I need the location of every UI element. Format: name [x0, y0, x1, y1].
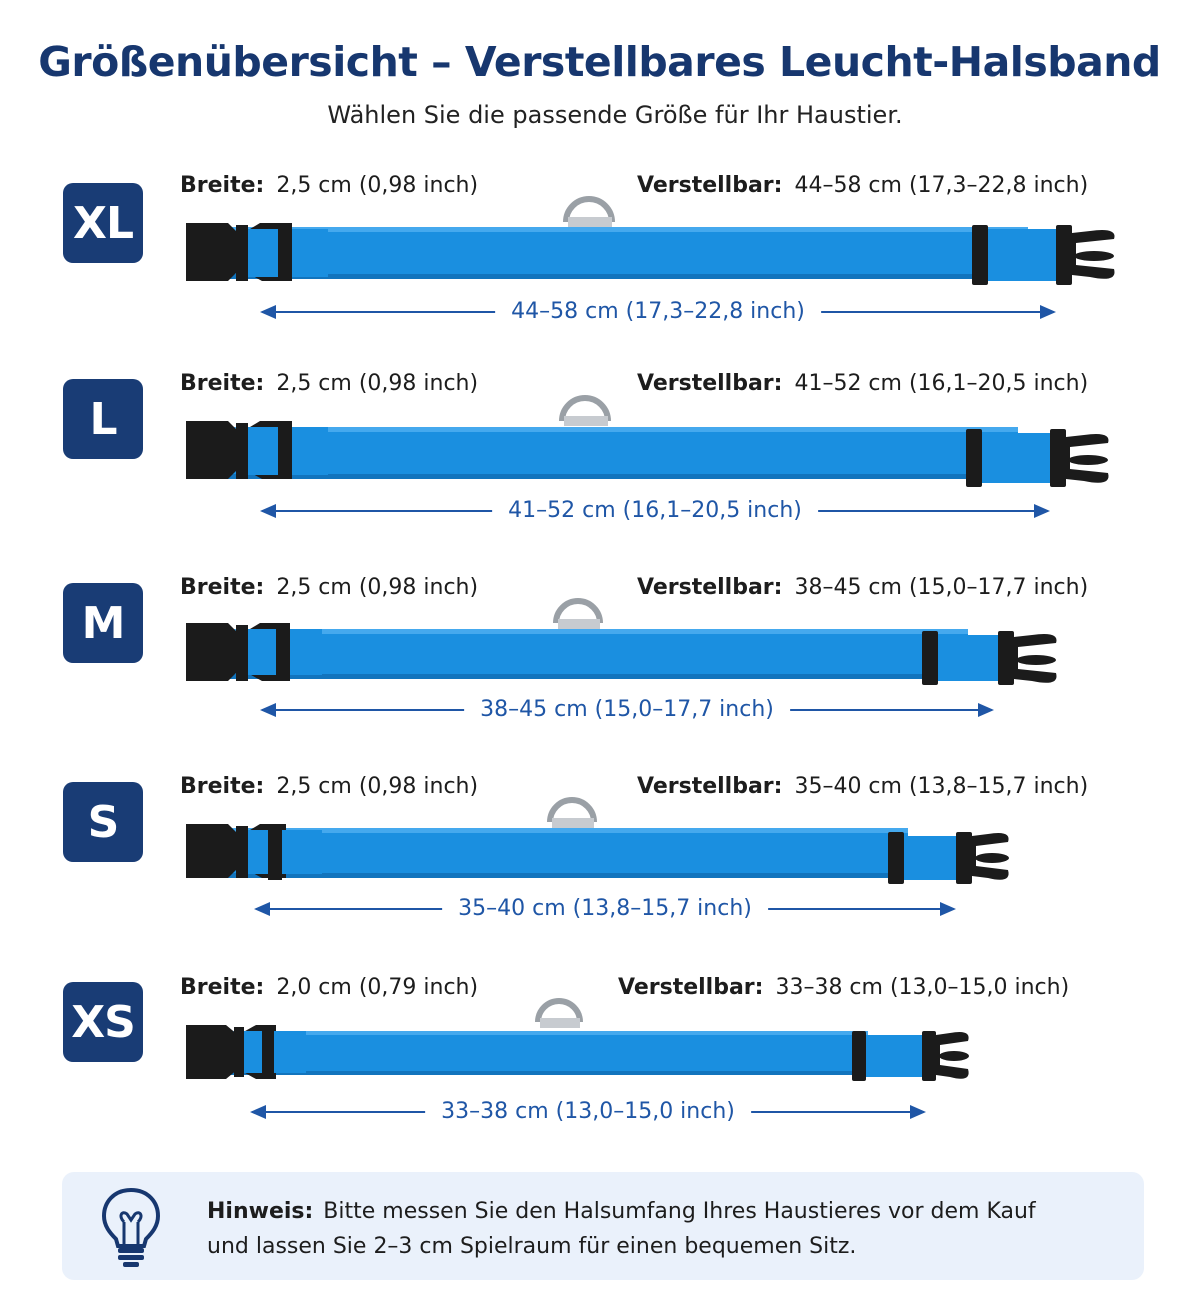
width-key: Breite: — [180, 575, 265, 600]
dimension-label: 44–58 cm (17,3–22,8 inch) — [495, 299, 821, 324]
size-badge: S — [63, 782, 143, 862]
size-row-m — [0, 575, 1199, 765]
lightbulb-icon — [100, 1186, 162, 1268]
adjust-value: 33–38 cm (13,0–15,0 inch) — [775, 975, 1070, 1000]
size-badge: XL — [63, 183, 143, 263]
adjust-value: 38–45 cm (15,0–17,7 inch) — [794, 575, 1089, 600]
collar-image — [0, 173, 1199, 293]
page-subtitle: Wählen Sie die passende Größe für Ihr Haustier. — [327, 101, 903, 129]
size-badge: L — [63, 379, 143, 459]
adjust-key: Verstellbar: — [637, 774, 783, 799]
length-dimension — [252, 1099, 924, 1125]
dimension-label: 35–40 cm (13,8–15,7 inch) — [442, 896, 768, 921]
dimension-label: 38–45 cm (15,0–17,7 inch) — [464, 697, 790, 722]
size-row-l — [0, 371, 1199, 561]
size-row-xs — [0, 975, 1199, 1165]
strap — [228, 427, 1018, 479]
collar-image — [0, 575, 1199, 695]
collar-image — [0, 371, 1199, 491]
strap — [228, 227, 1028, 279]
size-badge: XS — [63, 982, 143, 1062]
length-dimension — [262, 498, 1048, 524]
width-value: 2,5 cm (0,98 inch) — [276, 371, 479, 396]
buckle-slider-right — [852, 1031, 866, 1081]
width-value: 2,5 cm (0,98 inch) — [276, 774, 479, 799]
collar-image — [0, 774, 1199, 894]
hint-text — [207, 1194, 1107, 1264]
dimension-label: 33–38 cm (13,0–15,0 inch) — [425, 1099, 751, 1124]
strap — [228, 1031, 868, 1075]
width-key: Breite: — [180, 173, 265, 198]
page-title: Größenübersicht – Verstellbares Leucht-Halsband — [38, 38, 1161, 86]
length-dimension — [256, 896, 954, 922]
width-value: 2,5 cm (0,98 inch) — [276, 173, 479, 198]
hint-box — [62, 1172, 1144, 1280]
hint-line-2: und lassen Sie 2–3 cm Spielraum für einen bequemen Sitz. — [207, 1234, 857, 1259]
width-key: Breite: — [180, 371, 265, 396]
width-value: 2,5 cm (0,98 inch) — [276, 575, 479, 600]
hint-line-1: Bitte messen Sie den Halsumfang Ihres Haustieres vor dem Kauf — [323, 1199, 1036, 1224]
buckle-slider-right — [888, 832, 904, 884]
strap — [228, 629, 968, 679]
buckle-slider-right — [922, 631, 938, 685]
adjust-value: 41–52 cm (16,1–20,5 inch) — [794, 371, 1089, 396]
adjust-key: Verstellbar: — [637, 575, 783, 600]
buckle-slider-right — [972, 225, 988, 285]
adjust-key: Verstellbar: — [637, 371, 783, 396]
width-key: Breite: — [180, 774, 265, 799]
adjust-value: 44–58 cm (17,3–22,8 inch) — [794, 173, 1089, 198]
adjust-key: Verstellbar: — [637, 173, 783, 198]
width-value: 2,0 cm (0,79 inch) — [276, 975, 479, 1000]
dimension-label: 41–52 cm (16,1–20,5 inch) — [492, 498, 818, 523]
strap — [228, 828, 908, 878]
size-row-s — [0, 774, 1199, 964]
size-badge: M — [63, 583, 143, 663]
collar-image — [0, 975, 1199, 1095]
width-key: Breite: — [180, 975, 265, 1000]
size-row-xl — [0, 173, 1199, 363]
adjust-key: Verstellbar: — [618, 975, 764, 1000]
buckle-slider-right — [966, 429, 982, 487]
length-dimension — [262, 299, 1054, 325]
hint-key: Hinweis: — [207, 1199, 314, 1224]
adjust-value: 35–40 cm (13,8–15,7 inch) — [794, 774, 1089, 799]
length-dimension — [262, 697, 992, 723]
